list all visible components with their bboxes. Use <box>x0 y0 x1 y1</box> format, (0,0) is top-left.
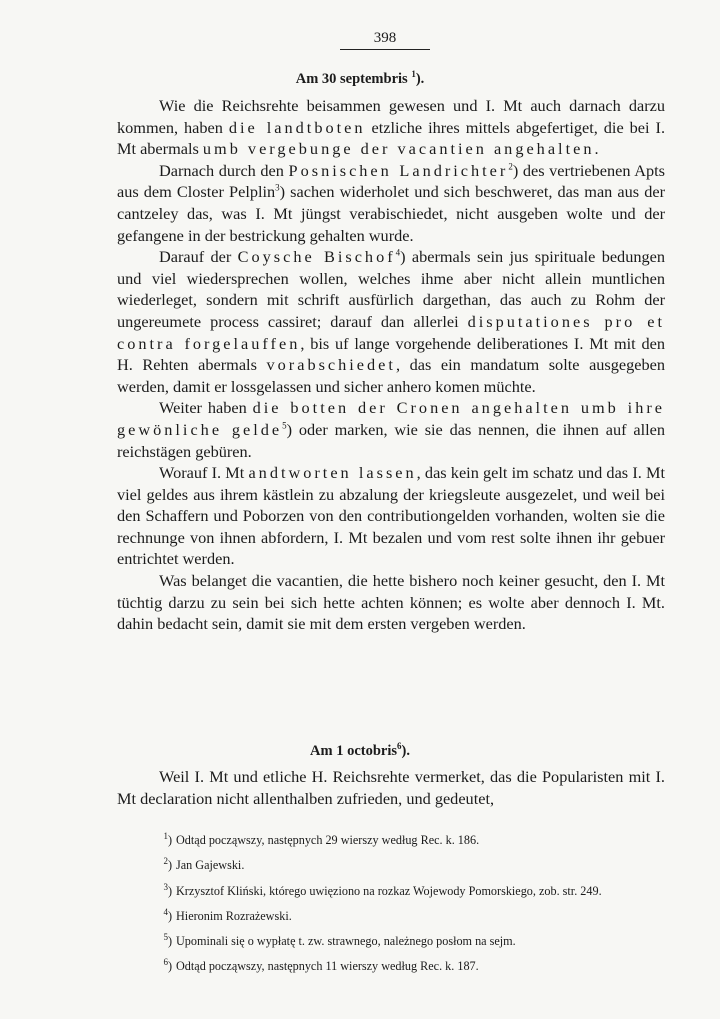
text-run: . <box>594 139 599 159</box>
heading-text: Am 1 octobris <box>310 743 398 759</box>
footnote-ref: 6 <box>397 741 402 752</box>
section-heading-1-october <box>0 743 720 760</box>
footnote-mark: $^6$) <box>163 957 172 974</box>
footnote-ref: 5 <box>282 420 287 431</box>
paragraph <box>117 570 665 635</box>
footnote-ref: 2 <box>508 161 513 172</box>
footnote-mark: $^5$) <box>163 932 172 949</box>
footnote-text: Hieronim Rozrażewski. <box>176 908 292 923</box>
heading-tail: ). <box>415 71 425 87</box>
footnote <box>158 851 678 876</box>
main-text-block <box>117 95 665 635</box>
text-run: ) oder marken, wie sie das nennen, die ihnen auf allen reichstägen gebüren. <box>117 419 666 461</box>
spaced-text: andtworten lassen <box>248 463 417 483</box>
text-run: Weil I. Mt und etliche H. Reichsrehte vermerket, das die Popularisten mit I. Mt declaration nicht allenthalben zufrieden, und gedeutet, <box>117 767 665 808</box>
text-run: Wie die Reichsrehte beisammen gewesen und I. Mt auch darnach darzu kommen, haben <box>117 96 665 137</box>
spaced-text: Posnischen Landrichter <box>288 160 509 180</box>
paragraph <box>117 397 665 462</box>
heading-text: Am 30 septembris <box>295 71 408 87</box>
footnote-ref: 3 <box>275 182 280 193</box>
text-run: Worauf I. Mt <box>159 463 249 483</box>
spaced-text: Coysche Bischof <box>237 247 396 267</box>
paragraph <box>117 160 665 246</box>
text-run: Weiter haben <box>159 398 253 418</box>
footnotes <box>158 826 678 978</box>
main-text-block-continued <box>117 766 665 809</box>
footnote <box>158 902 678 927</box>
footnote-text: Odtąd począwszy, następnych 11 wierszy według Rec. k. 187. <box>176 959 479 974</box>
text-run: , das ein mandatum solte ausgegeben werden, damit er lossgelassen und sicher anhero komen müchte. <box>117 355 666 396</box>
footnote-mark: $^3$) <box>163 881 172 898</box>
footnote-mark: $^4$) <box>163 906 172 923</box>
spaced-text: umb vergebunge der vacantien angehalten <box>202 139 595 159</box>
footnote <box>158 927 678 952</box>
spaced-text: die botten der Cronen angehalten umb ihre gewönliche gelde <box>117 398 665 439</box>
paragraph <box>117 462 665 570</box>
footnote-ref: 4 <box>395 247 401 258</box>
footnote-number: 5 <box>163 932 168 943</box>
text-run: Was belanget die vacantien, die hette bishero noch keiner gesucht, den I. Mt tüchtig darzu zu sein bei sich hette achten können; es wolte aber dennoch I. Mt. dahin bedacht sein, damit sie mit dem ersten vergeben werden. <box>117 571 665 634</box>
footnote-text: Odtąd począwszy, następnych 29 wierszy według Rec. k. 186. <box>176 833 480 848</box>
page-number: 398 <box>340 30 430 50</box>
footnote-number: 4 <box>163 906 168 917</box>
footnote-number: 3 <box>163 881 168 892</box>
text-run: Darnach durch den <box>159 160 289 180</box>
footnote <box>158 952 678 977</box>
paragraph <box>117 95 665 160</box>
footnote-text: Jan Gajewski. <box>176 858 245 873</box>
spaced-text: disputationes pro et contra forgelauffen <box>117 311 666 353</box>
footnote-number: 1 <box>163 831 168 841</box>
text-run: , bis uf lange vorgehende deliberationes I. Mt mit den H. Rehten abermals <box>117 333 665 375</box>
text-run: ) abermals sein jus spirituale bedungen und viel wiedersprechen wollen, welches ihme aber nicht allein muntlichen wiederleget, sondern mit schrift ausfürlich dargethan, das auch zu Rohm der ungereumete process cassiret; darauf dan allerlei <box>117 247 665 331</box>
footnote-text: Upominali się o wypłatę t. zw. strawnego, należnego posłom na sejm. <box>176 934 516 949</box>
footnote-mark: $^2$) <box>163 856 172 873</box>
text-run: , das kein gelt im schatz und das I. Mt viel geldes aus ihrem kästlein zu abzalung der kriegsleute ausgezelet, und weil bei den Schaffern und Poborzen von den contributiongelden vorhanden, wolten sie die rechnunge von ihnen abfordern, I. Mt bezalen und vom rest solte ihnen ihr gebuer entrichtet werden. <box>117 463 665 569</box>
footnote-ref: 1 <box>411 69 416 80</box>
footnote-number: 2 <box>163 856 168 867</box>
text-run: ) sachen widerholet und sich beschweret, das man aus der cantzeley das, was I. Mt jüngst verabischiedet, nicht ausgeben wolte und der gefangene in der bestrickung gehalten wurde. <box>117 182 665 245</box>
paragraph <box>117 246 665 397</box>
spaced-text: vorabschiedet <box>266 355 396 375</box>
text-run: Darauf der <box>159 247 238 267</box>
paragraph <box>117 766 665 809</box>
heading-tail: ). <box>401 743 410 759</box>
footnote-number: 6 <box>163 957 168 968</box>
footnote <box>158 877 678 902</box>
text-run: ) des vertriebenen Apts aus dem Closter Pelplin <box>117 160 665 202</box>
text-run: etzliche ihres mittels abgefertiget, die bei I. Mt abermals <box>117 117 666 159</box>
spaced-text: die landtboten <box>228 117 366 137</box>
footnote-text: Krzysztof Kliński, którego uwięziono na rozkaz Wojewody Pomorskiego, zob. str. 249. <box>176 883 602 898</box>
section-heading-30-september <box>0 71 720 88</box>
footnote <box>158 826 678 851</box>
footnote-mark: $^1$) <box>163 831 172 848</box>
